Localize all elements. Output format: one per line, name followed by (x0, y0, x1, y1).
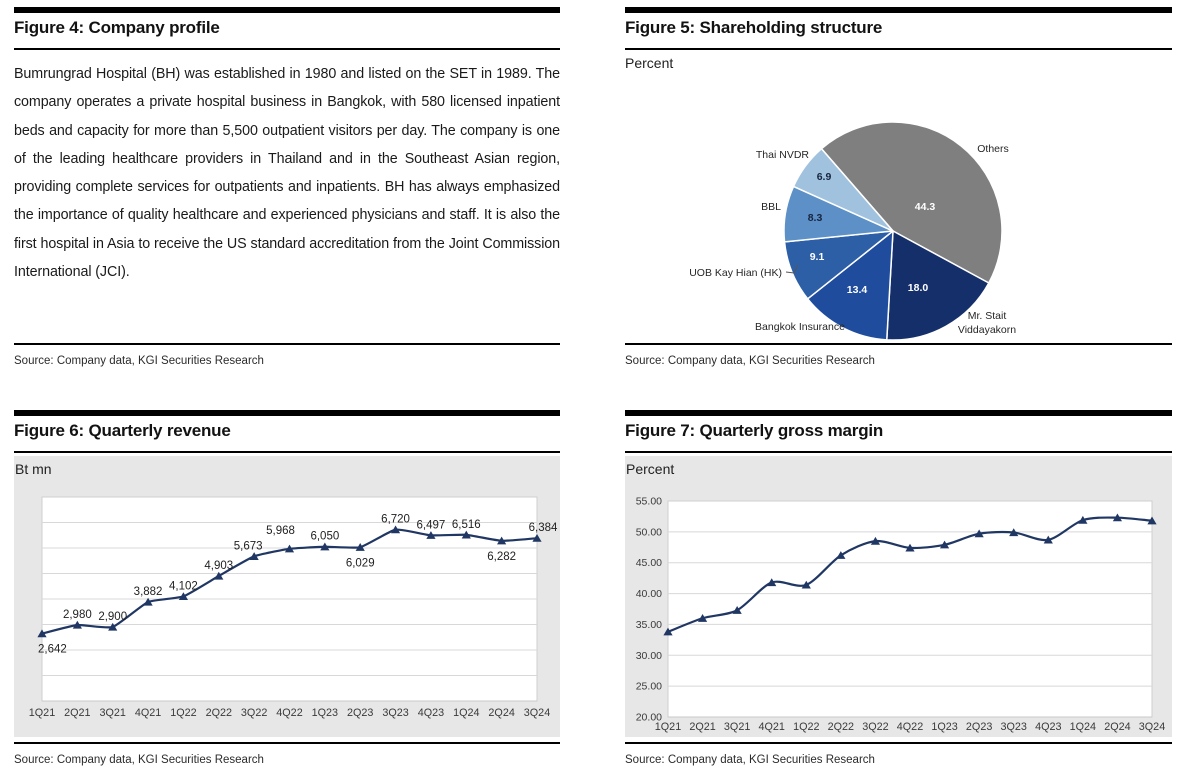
figure7-panel (625, 410, 1172, 776)
figure6-title-rule (14, 451, 560, 453)
figure5-top-bar (625, 7, 1172, 13)
figure6-source-rule (14, 742, 560, 744)
figure5-unit-label: Percent (625, 55, 674, 71)
quarterly-gross-margin-line-chart (625, 456, 1172, 737)
figure5-source-rule (625, 343, 1172, 345)
figure6-unit-label: Bt mn (15, 461, 52, 477)
figure5-panel (625, 7, 1172, 382)
data-value-label: 4,903 (204, 559, 234, 572)
figure4-title: Figure 4: Company profile (14, 18, 220, 37)
data-value-label: 6,497 (416, 519, 446, 532)
pie-value-label: 8.3 (807, 212, 823, 224)
data-value-label: 5,968 (266, 524, 295, 537)
pie-category-label: Others (977, 143, 1009, 155)
x-axis-tick-label: 2Q23 (347, 707, 374, 719)
data-value-label: 6,384 (528, 522, 558, 535)
pie-category-label: Viddayakorn (957, 324, 1017, 336)
figure6-top-bar (14, 410, 560, 416)
pie-value-label: 6.9 (816, 171, 832, 183)
y-axis-tick-label: 25.00 (635, 680, 662, 693)
figure7-title-rule (625, 451, 1172, 453)
shareholding-pie-chart (625, 82, 1172, 344)
data-value-label: 2,980 (62, 609, 92, 622)
pie-category-label: Bangkok Insurance (755, 321, 845, 333)
figure4-source: Source: Company data, KGI Securities Research (14, 355, 264, 367)
figure6-panel (14, 410, 560, 776)
x-axis-tick-label: 3Q21 (99, 707, 126, 719)
x-axis-tick-label: 3Q22 (862, 721, 889, 733)
figure4-top-bar (14, 7, 560, 13)
x-axis-tick-label: 3Q21 (723, 721, 751, 733)
y-axis-tick-label: 20.00 (635, 711, 662, 724)
x-axis-tick-label: 1Q22 (170, 707, 197, 719)
x-axis-tick-label: 1Q22 (793, 721, 820, 733)
x-axis-tick-label: 1Q23 (931, 721, 958, 733)
x-axis-tick-label: 1Q24 (1069, 721, 1097, 733)
figure5-title: Figure 5: Shareholding structure (625, 18, 883, 37)
figure6-chart-area (14, 456, 560, 737)
x-axis-tick-label: 2Q21 (64, 707, 91, 719)
data-value-label: 3,882 (133, 586, 163, 599)
x-axis-tick-label: 2Q24 (1104, 721, 1131, 733)
x-axis-tick-label: 4Q22 (276, 707, 303, 719)
x-axis-tick-label: 4Q21 (758, 721, 785, 733)
x-axis-tick-label: 1Q21 (654, 721, 682, 733)
y-axis-tick-label: 50.00 (635, 526, 662, 539)
x-axis-tick-label: 4Q23 (1035, 721, 1062, 733)
figure7-source-rule (625, 742, 1172, 744)
y-axis-tick-label: 45.00 (635, 557, 662, 570)
pie-value-label: 44.3 (914, 201, 936, 213)
data-value-label: 6,050 (310, 530, 340, 543)
x-axis-tick-label: 3Q24 (1138, 721, 1166, 733)
y-axis-tick-label: 55.00 (635, 495, 662, 508)
pie-value-label: 18.0 (907, 282, 929, 294)
figure4-body-text: Bumrungrad Hospital (BH) was established in 1980 and listed on the SET in 1989. The company operates a private hospital business in Bangkok, with 580 licensed inpatient beds and capacity for more than 5,500 outpatient visitors per day. The company is one of the leading healthcare providers in Thailand and in the Southeast Asian region, providing complete services for outpatients and inpatients. BH has always emphasized the importance of quality healthcare and experienced physicians and staff. It is also the first hospital in Asia to receive the US standard accreditation from the Joint Commission International (JCI). (14, 66, 560, 281)
x-axis-tick-label: 4Q23 (417, 707, 445, 719)
data-value-label: 2,642 (38, 643, 67, 656)
figure7-source: Source: Company data, KGI Securities Research (625, 754, 875, 766)
pie-value-label: 13.4 (846, 284, 868, 296)
figure4-source-rule (14, 343, 560, 345)
x-axis-tick-label: 2Q21 (689, 721, 716, 733)
x-axis-tick-label: 3Q24 (523, 707, 551, 719)
figure5-source: Source: Company data, KGI Securities Research (625, 355, 875, 367)
data-value-label: 6,516 (451, 518, 481, 531)
x-axis-tick-label: 4Q21 (134, 707, 162, 719)
quarterly-revenue-line-chart (14, 456, 560, 737)
pie-value-label: 9.1 (809, 251, 825, 263)
figure4-title-rule (14, 48, 560, 50)
data-value-label: 5,673 (233, 540, 263, 553)
figure6-source: Source: Company data, KGI Securities Research (14, 754, 264, 766)
figure7-chart-area (625, 456, 1172, 737)
figure5-title-rule (625, 48, 1172, 50)
figure4-panel (14, 7, 560, 382)
y-axis-tick-label: 30.00 (635, 649, 662, 662)
x-axis-tick-label: 2Q23 (965, 721, 993, 733)
data-value-label: 6,282 (487, 550, 517, 563)
x-axis-tick-label: 2Q22 (205, 707, 232, 719)
x-axis-tick-label: 2Q22 (827, 721, 855, 733)
pie-category-label: Mr. Stait (967, 310, 1007, 322)
data-value-label: 6,720 (381, 513, 410, 526)
x-axis-tick-label: 1Q23 (311, 707, 339, 719)
x-axis-tick-label: 1Q21 (28, 707, 56, 719)
pie-category-label: UOB Kay Hian (HK) (689, 267, 782, 279)
data-value-label: 4,102 (169, 580, 198, 593)
x-axis-tick-label: 3Q23 (382, 707, 409, 719)
y-axis-tick-label: 40.00 (635, 588, 662, 601)
pie-category-label: BBL (761, 201, 781, 213)
x-axis-tick-label: 4Q22 (896, 721, 924, 733)
figure7-top-bar (625, 410, 1172, 416)
pie-category-label: Thai NVDR (755, 149, 809, 161)
x-axis-tick-label: 1Q24 (453, 707, 480, 719)
x-axis-tick-label: 3Q23 (1000, 721, 1027, 733)
figure6-title: Figure 6: Quarterly revenue (14, 421, 231, 440)
data-value-label: 2,900 (98, 611, 128, 624)
y-axis-tick-label: 35.00 (635, 618, 662, 631)
figure7-unit-label: Percent (626, 461, 675, 477)
data-value-label: 6,029 (345, 557, 375, 570)
figure7-title: Figure 7: Quarterly gross margin (625, 421, 884, 440)
x-axis-tick-label: 3Q22 (240, 707, 268, 719)
x-axis-tick-label: 2Q24 (488, 707, 515, 719)
